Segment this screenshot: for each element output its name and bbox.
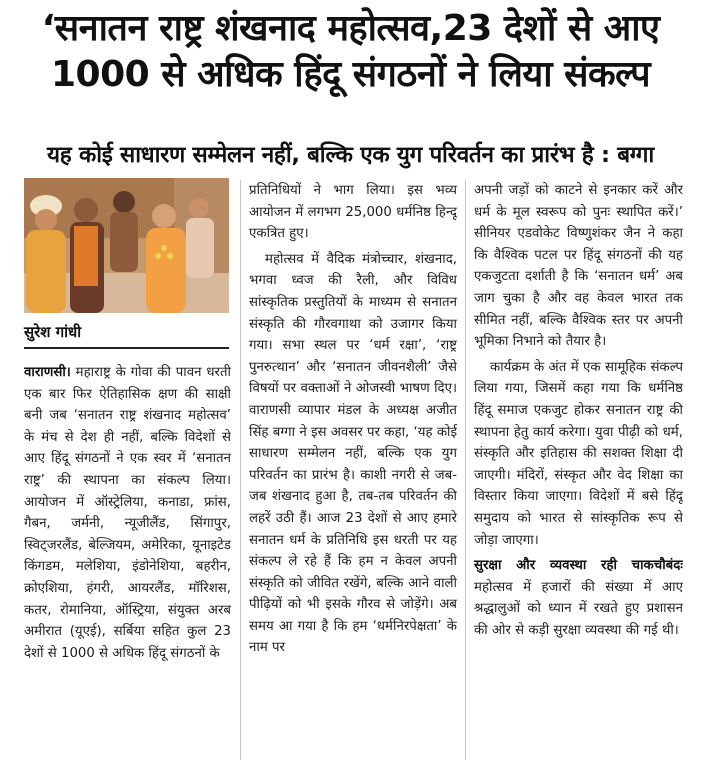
column-divider-2	[465, 180, 466, 760]
article-paragraph	[474, 555, 683, 641]
section-lead: सुरक्षा और व्यवस्था रही चाकचौबंदः	[474, 558, 683, 574]
article-paragraph: महोत्सव में वैदिक मंत्रोच्चार, शंखनाद, भगवा ध्वज की रैली, और विविध सांस्कृतिक प्रस्तुतियों के माध्यम से सनातन संस्कृति की गौरवगाथा को उजागर किया गया। सभा स्थल पर ‘धर्म रक्षा’, ‘राष्ट्र पुनरुत्थान’ और ‘सनातन जीवनशैली’ जैसे विषयों पर वक्ताओं ने ओजस्वी भाषण दिए। वाराणसी व्यापार मंडल के अध्यक्ष अजीत सिंह बग्गा ने इस अवसर पर कहा, ‘यह कोई साधारण सम्मेलन नहीं, बल्कि एक युग परिवर्तन का प्रारंभ है। काशी नगरी से जब-जब शंखनाद हुआ है, तब-तब परिवर्तन की लहरें उठी हैं। आज 23 देशों से आए हमारे सनातन धर्म के प्रतिनिधि इस धरती पर यह संकल्प ले रहे हैं कि हम न केवल अपनी संस्कृति को जीवित रखेंगे, बल्कि आने वाली पीढ़ियों को भी इसके गौरव से जोड़ेंगे। अब समय आ गया है कि हम ‘धर्मनिरपेक्षता’ के नाम पर	[249, 251, 457, 656]
article-paragraph: कार्यक्रम के अंत में एक सामूहिक संकल्प लिया गया, जिसमें कहा गया कि धर्मनिष्ठ हिंदू समाज एकजुट होकर सनातन राष्ट्र की स्थापना हेतु कार्य करेगा। युवा पीढ़ी को धर्म, संस्कृति और इतिहास की सशक्त शिक्षा दी जाएगी। मंदिरों, संस्कृत और वेद शिक्षा का विस्तार किया जाएगा। विदेशों में बसे हिंदू समुदाय को भारत से सांस्कृतिक रूप से जोड़ा जाएगा।	[474, 359, 683, 548]
article-paragraph: अपनी जड़ों को काटने से इनकार करें और धर्म के मूल स्वरूप को पुनः स्थापित करें।’ सीनियर एडवोकेट विष्णुशंकर जैन ने कहा कि वैश्विक पटल पर हिंदू संगठनों की यह एकजुटता दर्शाती है कि ‘सनातन धर्म’ अब जाग चुका है और वह केवल भारत तक सीमित नहीं, बल्कि वैश्विक स्तर पर अपनी भूमिका निभाने को तैयार है।	[474, 183, 683, 350]
article-column-3	[474, 180, 683, 762]
headline-line-1: ‘सनातन राष्ट्र शंखनाद महोत्सव,23 देशों से आए	[41, 8, 660, 49]
subheadline: यह कोई साधारण सम्मेलन नहीं, बल्कि एक युग परिवर्तन का प्रारंभ है : बग्गा	[47, 142, 654, 168]
headline-line-2: 1000 से अधिक हिंदू संगठनों ने लिया संकल्प	[50, 54, 651, 95]
article-paragraph	[24, 362, 231, 664]
byline: सुरेश गांधी	[24, 323, 82, 341]
event-photo-icon	[24, 178, 229, 313]
byline-rule	[24, 347, 229, 349]
article-column-1	[24, 362, 231, 762]
article-column-2	[249, 180, 457, 762]
paragraph-text: महोत्सव में हजारों की संख्या में आए श्रद्धालुओं को ध्यान में रखते हुए प्रशासन की ओर से कड़ी सुरक्षा व्यवस्था की गई थी।	[474, 579, 683, 638]
column-divider-1	[240, 180, 241, 760]
article-paragraph: प्रतिनिधियों ने भाग लिया। इस भव्य आयोजन में लगभग 25,000 धर्मनिष्ठ हिन्दू एकत्रित हुए।	[249, 183, 457, 242]
headline	[8, 6, 693, 98]
event-photo	[24, 178, 229, 313]
paragraph-text: महाराष्ट्र के गोवा की पावन धरती एक बार फिर ऐतिहासिक क्षण की साक्षी बनी जब ‘सनातन राष्ट्र शंखनाद महोत्सव’ के मंच से देश ही नहीं, बल्कि विदेशों से आए हिंदू संगठनों ने एक स्वर में ‘सनातन राष्ट्र’ की स्थापना का संकल्प लिया। आयोजन में ऑस्ट्रेलिया, कनाडा, फ्रांस, गैबन, जर्मनी, न्यूजीलैंड, सिंगापुर, स्विट्जरलैंड, बेल्जियम, अमेरिका, यूनाइटेड किंगडम, मलेशिया, इंडोनेशिया, बहरीन, क्रोएशिया, हंगरी, आयरलैंड, मॉरिशस, कतर, रोमानिया, ऑस्ट्रिया, संयुक्त अरब अमीरात (यूएई), सर्बिया सहित कुल 23 देशों से 1000 से अधिक हिंदू संगठनों के	[24, 365, 231, 661]
dateline: वाराणसी।	[24, 365, 71, 380]
